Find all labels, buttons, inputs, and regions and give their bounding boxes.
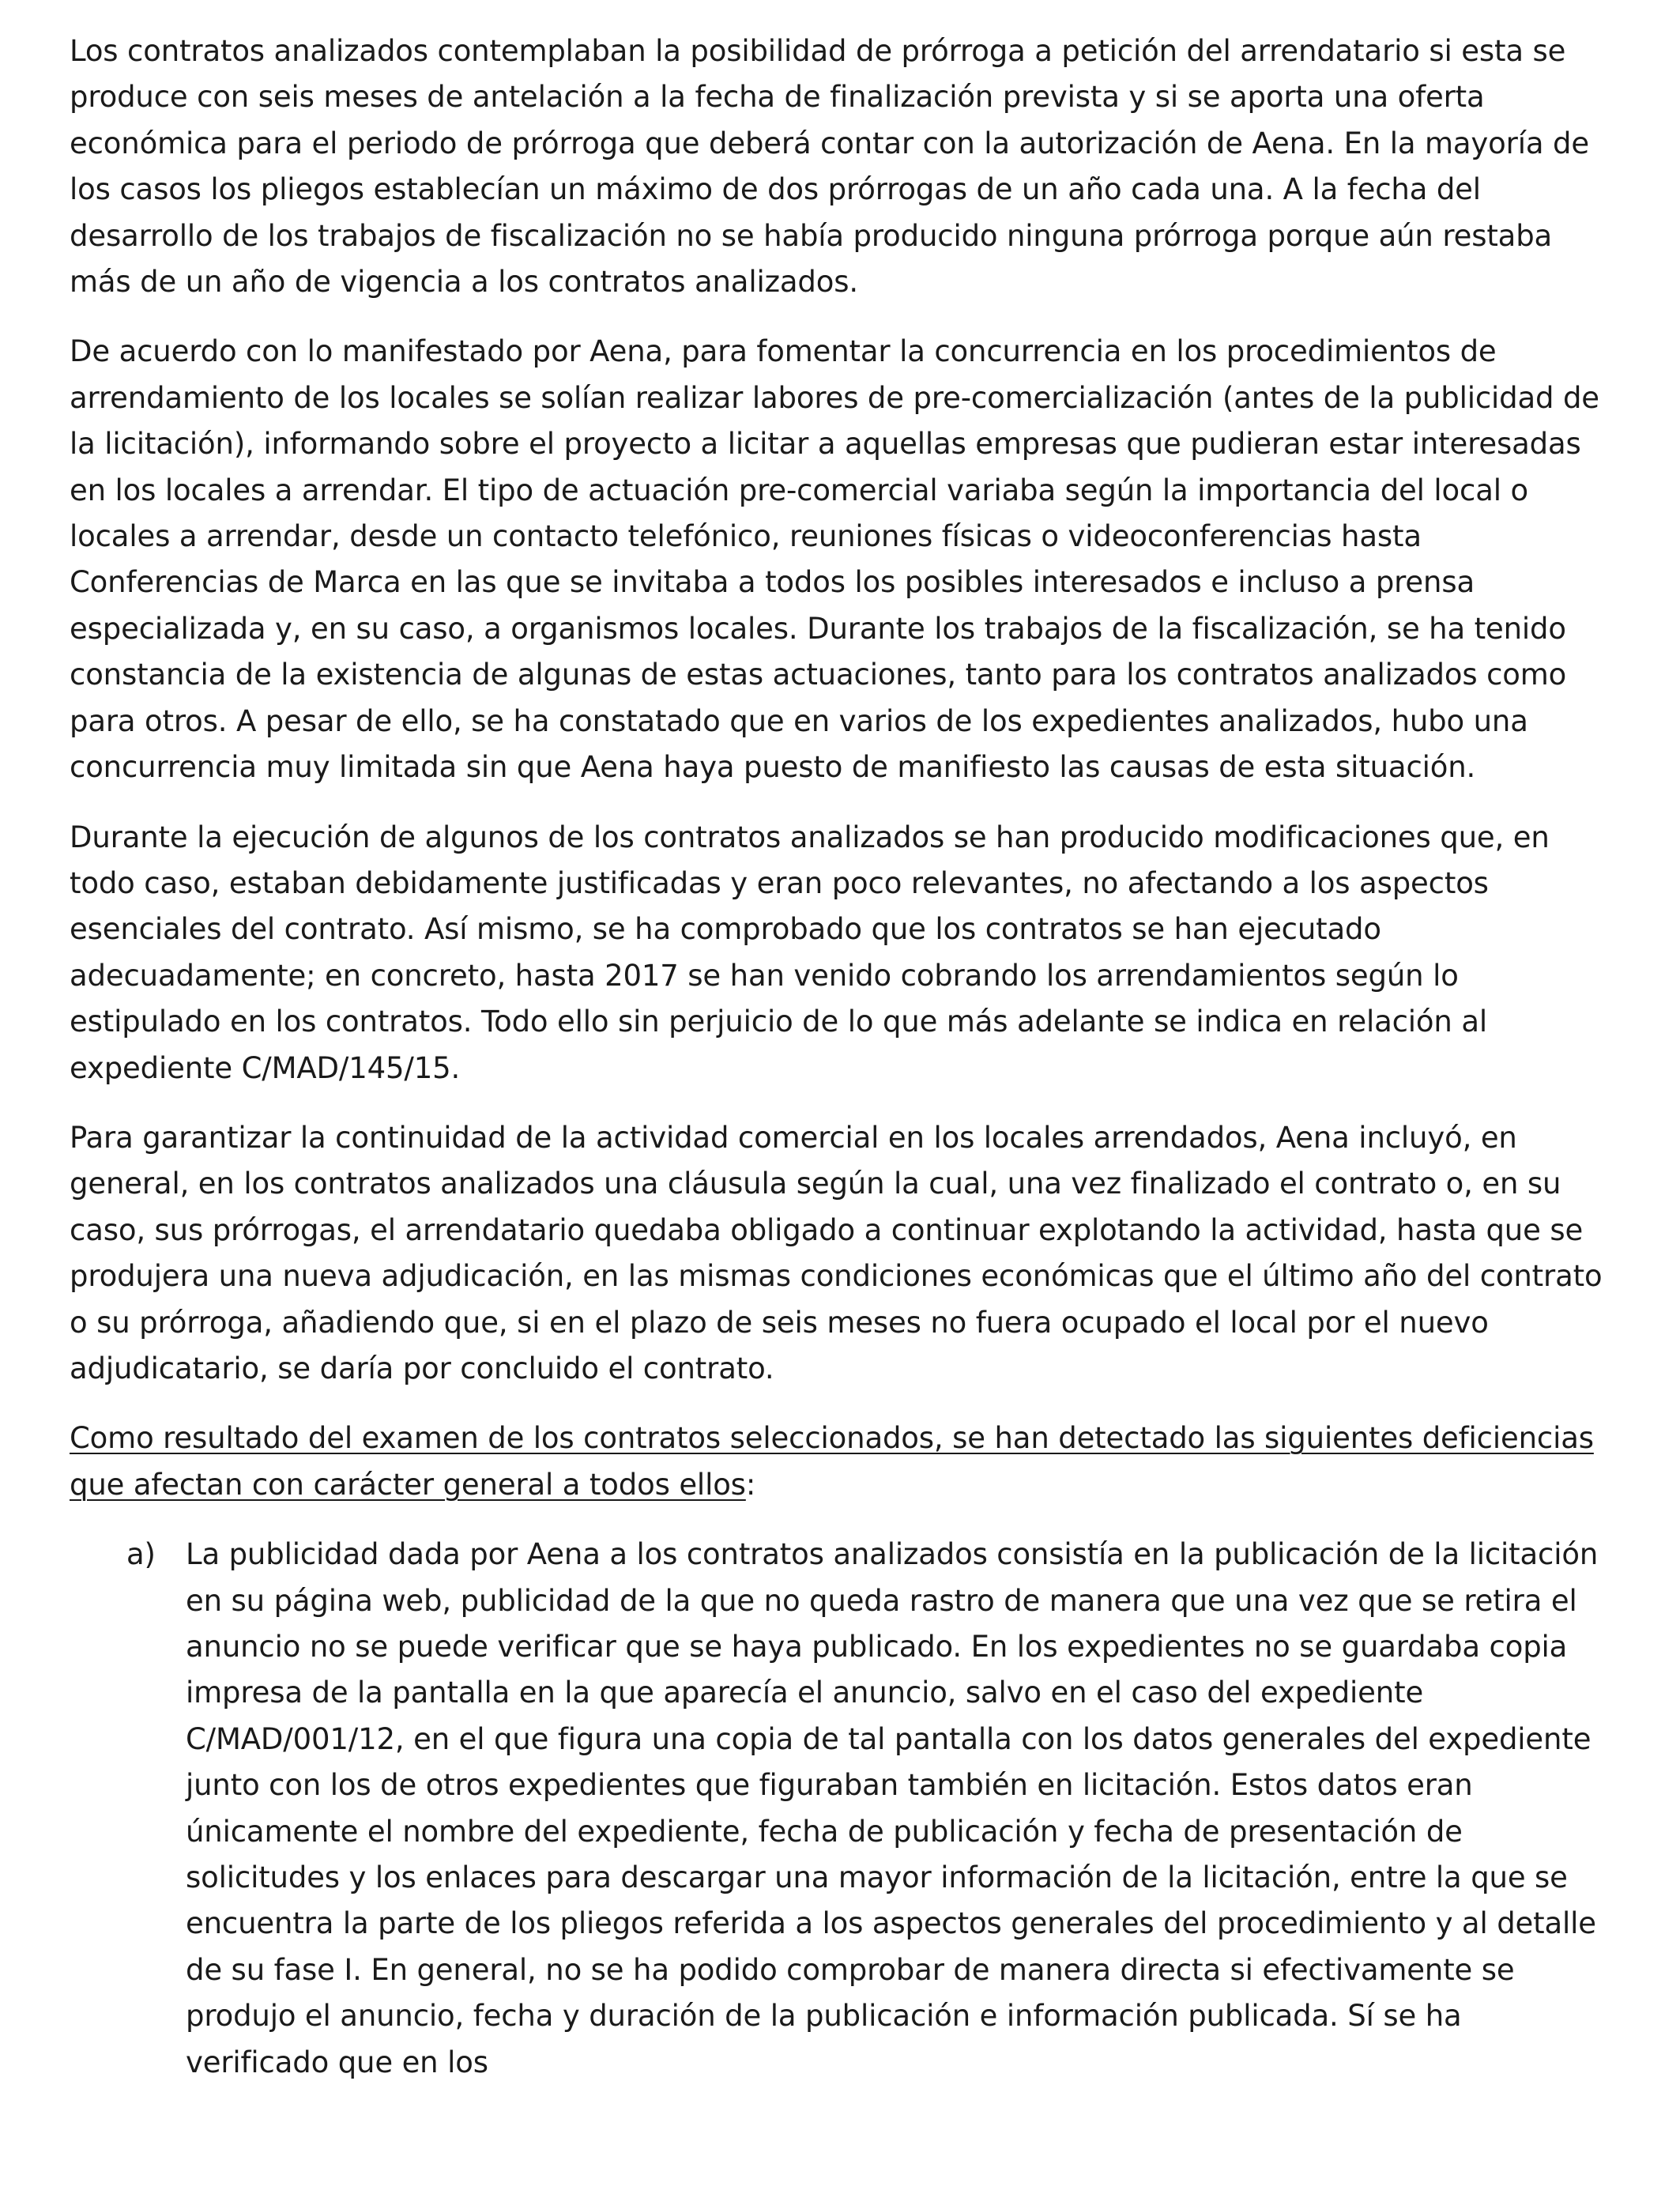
deficiency-list [70,1532,1607,2086]
paragraph-extensions: Los contratos analizados contemplaban la posibilidad de prórroga a petición del arrendatario si esta se produce con seis meses de antelación a la fecha de finalización prevista y si se aporta una oferta económica para el periodo de prórroga que deberá contar con la autorización de Aena. En la mayoría de los casos los pliegos establecían un máximo de dos prórrogas de un año cada una. A la fecha del desarrollo de los trabajos de fiscalización no se había producido ninguna prórroga porque aún restaba más de un año de vigencia a los contratos analizados. [70,34,1589,300]
findings-intro [70,1416,1607,1508]
list-item-marker: a) [126,1537,156,1572]
paragraph-continuity-clause: Para garantizar la continuidad de la actividad comercial en los locales arrendados, Aena incluyó, en general, en los contratos analizados una cláusula según la cual, una vez finalizado el contrato o, en su caso, sus prórrogas, el arrendatario quedaba obligado a continuar explotando la actividad, hasta que se produjera una nueva adjudicación, en las mismas condiciones económicas que el último año del contrato o su prórroga, añadiendo que, si en el plazo de seis meses no fuera ocupado el local por el nuevo adjudicatario, se daría por concluido el contrato. [70,1120,1603,1385]
document-page [70,28,1607,2086]
list-item [70,1532,1607,2086]
findings-intro-suffix: : [745,1467,756,1502]
findings-intro-underlined: Como resultado del examen de los contratos seleccionados, se han detectado las siguientes deficiencias que afectan con carácter general a todos ellos [70,1421,1594,1502]
paragraph-contract-execution: Durante la ejecución de algunos de los contratos analizados se han producido modificaciones que, en todo caso, estaban debidamente justificadas y eran poco relevantes, no afectando a los aspectos esenciales del contrato. Así mismo, se ha comprobado que los contratos se han ejecutado adecuadamente; en concreto, hasta 2017 se han venido cobrando los arrendamientos según lo estipulado en los contratos. Todo ello sin perjuicio de lo que más adelante se indica en relación al expediente C/MAD/145/15. [70,820,1550,1085]
paragraph-pre-commercialization: De acuerdo con lo manifestado por Aena, para fomentar la concurrencia en los procedimientos de arrendamiento de los locales se solían realizar labores de pre-comercialización (antes de la publicidad de la licitación), informando sobre el proyecto a licitar a aquellas empresas que pudieran estar interesadas en los locales a arrendar. El tipo de actuación pre-comercial variaba según la importancia del local o locales a arrendar, desde un contacto telefónico, reuniones físicas o videoconferencias hasta Conferencias de Marca en las que se invitaba a todos los posibles interesados e incluso a prensa especializada y, en su caso, a organismos locales. Durante los trabajos de la fiscalización, se ha tenido constancia de la existencia de algunas de estas actuaciones, tanto para los contratos analizados como para otros. A pesar de ello, se ha constatado que en varios de los expedientes analizados, hubo una concurrencia muy limitada sin que Aena haya puesto de manifiesto las causas de esta situación. [70,334,1599,785]
list-item-text: La publicidad dada por Aena a los contratos analizados consistía en la publicación de la licitación en su página web, publicidad de la que no queda rastro de manera que una vez que se retira el anuncio no se puede verificar que se haya publicado. En los expedientes no se guardaba copia impresa de la pantalla en la que aparecía el anuncio, salvo en el caso del expediente C/MAD/001/12, en el que figura una copia de tal pantalla con los datos generales del expediente junto con los de otros expedientes que figuraban también en licitación. Estos datos eran únicamente el nombre del expediente, fecha de publicación y fecha de presentación de solicitudes y los enlaces para descargar una mayor información de la licitación, entre la que se encuentra la parte de los pliegos referida a los aspectos generales del procedimiento y al detalle de su fase I. En general, no se ha podido comprobar de manera directa si efectivamente se produjo el anuncio, fecha y duración de la publicación e información publicada. Sí se ha verificado que en los [186,1537,1599,2079]
